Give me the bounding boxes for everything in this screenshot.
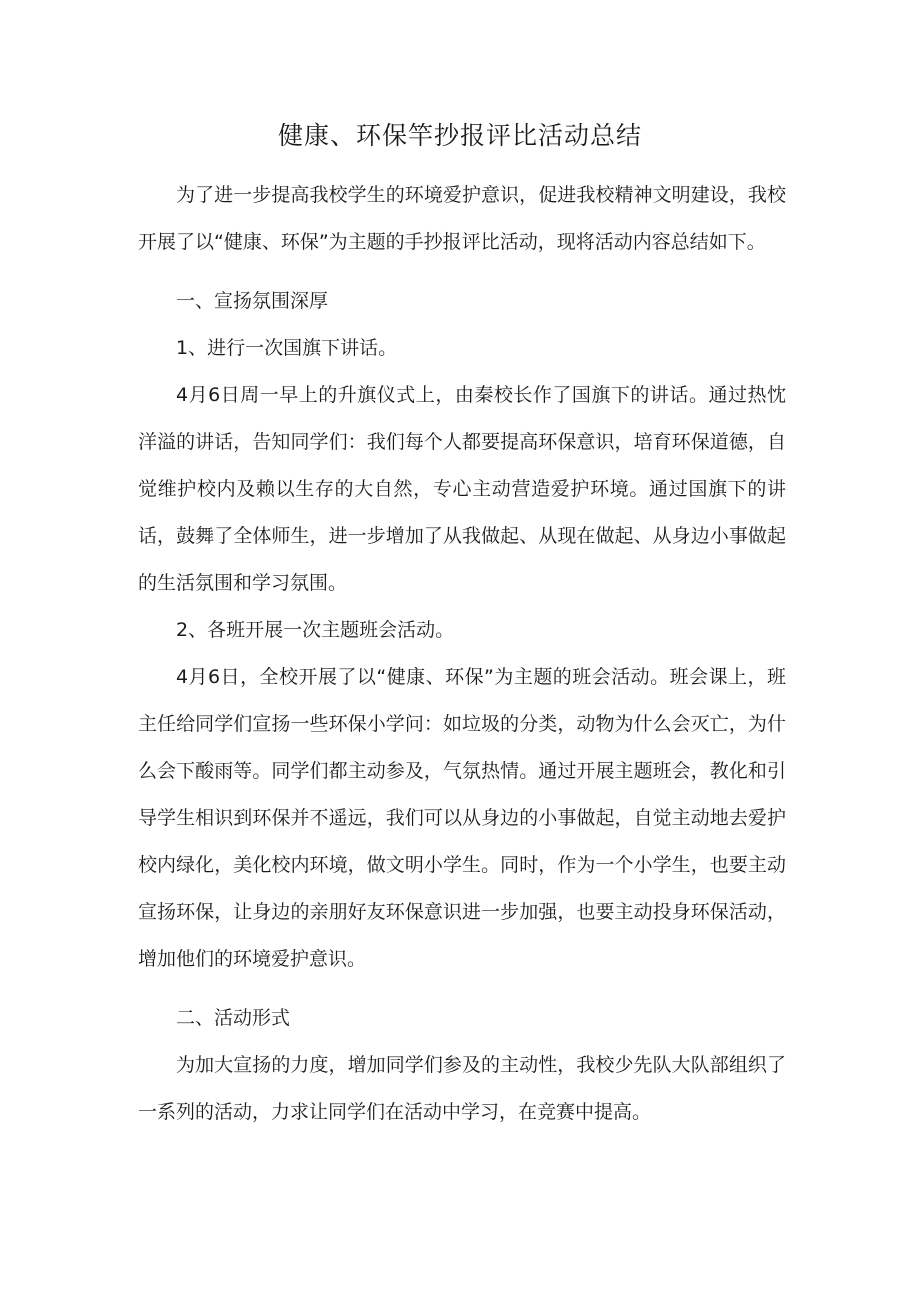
item2-heading: 2、各班开展一次主题班会活动。 [176,619,455,641]
document-body [138,172,786,1136]
document-title: 健康、环保竿抄报评比活动总结 [277,121,642,150]
section1-heading: 一、宣扬氛围深厚 [176,290,329,312]
item1-paragraph: 4月6日周一早上的升旗仪式上，由秦校长作了国旗下的讲话。通过热忱洋溢的讲话，告知同学们：我们每个人都要提高环保意识，培育环保道德，自觉维护校内及赖以生存的大自然，专心主动营造爱护环境。通过国旗下的讲话，鼓舞了全体师生，进一步增加了从我做起、从现在做起、从身边小事做起的生活氛围和学习氛围。 [138,384,786,594]
section2-paragraph: 为加大宣扬的力度，增加同学们参及的主动性，我校少先队大队部组织了一系列的活动，力求让同学们在活动中学习，在竞赛中提高。 [138,1054,786,1123]
intro-paragraph: 为了进一步提高我校学生的环境爱护意识，促进我校精神文明建设，我校开展了以“健康、环保”为主题的手抄报评比活动，现将活动内容总结如下。 [138,184,786,253]
item2-paragraph: 4月6日，全校开展了以“健康、环保”为主题的班会活动。班会课上，班主任给同学们宣扬一些环保小学问：如垃圾的分类，动物为什么会灭亡，为什么会下酸雨等。同学们都主动参及，气氛热情。通过开展主题班会，教化和引导学生相识到环保并不遥远，我们可以从身边的小事做起，自觉主动地去爱护校内绿化，美化校内环境，做文明小学生。同时，作为一个小学生，也要主动宣扬环保，让身边的亲朋好友环保意识进一步加强，也要主动投身环保活动，增加他们的环境爱护意识。 [138,666,786,970]
section2-heading: 二、活动形式 [176,1007,291,1029]
item1-heading: 1、进行一次国旗下讲话。 [176,337,398,359]
